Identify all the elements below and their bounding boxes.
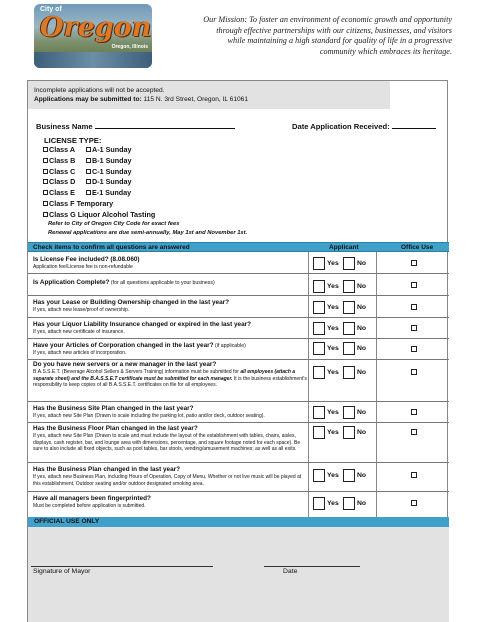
checklist-row	[28, 423, 449, 463]
checkbox[interactable]	[43, 212, 48, 217]
yes-checkbox[interactable]	[313, 301, 325, 314]
business-name-field[interactable]	[36, 122, 235, 131]
question-desc: Application fee/License fee is non-refundable	[33, 264, 133, 270]
logo-word: Oregon	[40, 12, 152, 43]
no-checkbox[interactable]	[343, 301, 355, 314]
yes-label: Yes	[327, 260, 339, 267]
office-use-checkbox[interactable]	[411, 346, 417, 352]
date-received-field[interactable]	[292, 122, 436, 131]
answer-group	[313, 406, 373, 419]
mayor-signature-line[interactable]	[31, 566, 213, 567]
checkbox[interactable]	[43, 169, 48, 174]
yes-label: Yes	[327, 369, 339, 376]
question-desc: B.A.S.S.E.T. (Beverage Alcohol Sellers & Servers Training) information must be submitted for all employees (attach a separate sheet) and the B.A.S.S.E.T certificate must be submitted for each manager. It is the business establishment's responsibility to keep copies of all B.A.S.S.E.T. certificates on file for all employees.	[33, 369, 307, 389]
answer-group	[313, 497, 373, 510]
office-use-checkbox[interactable]	[411, 472, 417, 478]
license-option[interactable]: Class D	[43, 177, 75, 188]
no-checkbox[interactable]	[343, 469, 355, 482]
checkbox[interactable]	[86, 158, 91, 163]
logo-tagline: Oregon, Illinois	[111, 44, 148, 50]
license-option[interactable]: Class G Liquor Alcohol Tasting	[43, 210, 155, 219]
question-title: Have all managers been fingerprinted?	[33, 495, 151, 502]
office-use-checkbox[interactable]	[411, 260, 417, 266]
checklist-row	[28, 296, 449, 318]
license-option[interactable]: B-1 Sunday	[86, 156, 132, 167]
business-name-label: Business Name	[36, 122, 93, 131]
question-title: Has the Business Plan changed in the last year?	[33, 466, 181, 473]
submission-notice	[28, 81, 390, 109]
checklist-row	[28, 253, 449, 274]
date-signature-label: Date	[283, 568, 298, 575]
license-note: Renewal applications are due semi-annually, May 1st and November 1st.	[48, 230, 248, 236]
checklist-row	[28, 339, 449, 360]
checkbox[interactable]	[43, 158, 48, 163]
license-option[interactable]: Class B	[43, 156, 75, 167]
license-option[interactable]: D-1 Sunday	[86, 177, 132, 188]
no-checkbox[interactable]	[343, 280, 355, 293]
checkbox[interactable]	[86, 179, 91, 184]
answer-group	[313, 426, 373, 439]
date-signature-line[interactable]	[264, 566, 360, 567]
header-applicant: Applicant	[329, 244, 359, 251]
no-label: No	[357, 345, 367, 352]
no-checkbox[interactable]	[343, 426, 355, 439]
answer-group	[313, 257, 373, 270]
office-use-checkbox[interactable]	[411, 282, 417, 288]
yes-label: Yes	[327, 304, 339, 311]
checklist-header	[28, 242, 449, 252]
checklist-row	[28, 274, 449, 296]
question-title: Is License Fee included? (8.08.060)	[33, 256, 140, 263]
header-items: Check items to confirm all questions are answered	[33, 244, 190, 251]
checkbox[interactable]	[43, 147, 48, 152]
yes-checkbox[interactable]	[313, 342, 325, 355]
checklist-row	[28, 492, 449, 517]
mission-statement: Our Mission: To foster an environment of economic growth and opportunity through effective partnerships with our citizens, businesses, and visitors while maintaining a high standard for quality of life in a progressive community which embraces its heritage.	[203, 15, 452, 56]
checkbox[interactable]	[86, 169, 91, 174]
checkbox[interactable]	[43, 190, 48, 195]
yes-label: Yes	[327, 283, 339, 290]
checklist-row	[28, 360, 449, 402]
office-use-checkbox[interactable]	[411, 409, 417, 415]
license-note: Refer to City of Oregon City Code for exact fees	[48, 221, 180, 227]
city-logo	[34, 4, 152, 68]
office-use-checkbox[interactable]	[411, 369, 417, 375]
answer-group	[313, 342, 373, 355]
question-title: Has the Business Site Plan changed in the last year?	[33, 405, 194, 412]
no-checkbox[interactable]	[343, 497, 355, 510]
license-option[interactable]: Class C	[43, 167, 75, 178]
no-checkbox[interactable]	[343, 366, 355, 379]
office-use-checkbox[interactable]	[411, 500, 417, 506]
checkbox[interactable]	[43, 201, 48, 206]
license-option[interactable]: Class A	[43, 145, 75, 156]
notice-line-2: Applications may be submitted to: 115 N. 3rd Street, Oregon, IL 61061	[34, 96, 249, 103]
license-sunday-column	[86, 145, 132, 199]
mayor-signature-label: Signature of Mayor	[33, 568, 91, 575]
question-title: Has the Business Floor Plan changed in the last year?	[33, 425, 198, 432]
official-use-title: OFFICIAL USE ONLY	[28, 517, 449, 527]
no-checkbox[interactable]	[343, 342, 355, 355]
license-option[interactable]: E-1 Sunday	[86, 188, 132, 199]
question-title: Do you have new servers or a new manager in the last year?	[33, 361, 217, 368]
yes-checkbox[interactable]	[313, 497, 325, 510]
yes-label: Yes	[327, 409, 339, 416]
notice-line-1: Incomplete applications will not be accepted.	[34, 87, 165, 94]
yes-checkbox[interactable]	[313, 280, 325, 293]
no-checkbox[interactable]	[343, 257, 355, 270]
no-label: No	[357, 304, 367, 311]
yes-checkbox[interactable]	[313, 322, 325, 335]
yes-label: Yes	[327, 345, 339, 352]
license-class-column	[43, 145, 75, 199]
application-form	[27, 80, 448, 622]
answer-group	[313, 366, 373, 379]
license-option[interactable]: C-1 Sunday	[86, 167, 132, 178]
checklist-row	[28, 318, 449, 339]
date-received-label: Date Application Received:	[292, 122, 390, 131]
no-label: No	[357, 429, 367, 436]
license-option[interactable]: Class F Temporary	[43, 199, 113, 208]
yes-label: Yes	[327, 472, 339, 479]
yes-checkbox[interactable]	[313, 257, 325, 270]
question-desc: If yes, attach new Site Plan (Drawn to scale including the parking lot, patio and/or deck, outdoor seating).	[33, 413, 265, 419]
office-use-checkbox[interactable]	[411, 325, 417, 331]
question-title: Have your Articles of Corporation changed in the last year? (if applicable)	[33, 342, 246, 349]
answer-group	[313, 469, 373, 482]
yes-label: Yes	[327, 325, 339, 332]
yes-checkbox[interactable]	[313, 366, 325, 379]
checkbox[interactable]	[86, 147, 91, 152]
yes-label: Yes	[327, 429, 339, 436]
business-name-line[interactable]	[95, 122, 235, 129]
license-option[interactable]: A-1 Sunday	[86, 145, 132, 156]
answer-group	[313, 322, 373, 335]
yes-checkbox[interactable]	[313, 406, 325, 419]
license-option[interactable]: Class E	[43, 188, 75, 199]
no-label: No	[357, 283, 367, 290]
question-desc: If yes, attach new Site Plan (Drawn to scale and must include the layout of the establishment with tables, chairs, aisles, displays, cash register, bar, and lounge area with dimensions, percentage, and square footage noted for each space). Be sure to also include all fixed objects, such as pool tables, bar stools, vending/amusement machines; as well as all exits.	[33, 433, 301, 453]
question-title: Has your Lease or Building Ownership changed in the last year?	[33, 299, 230, 306]
date-received-line[interactable]	[392, 122, 436, 129]
checkbox[interactable]	[86, 190, 91, 195]
answer-group	[313, 280, 373, 293]
header-office: Office Use	[401, 244, 434, 251]
checkbox[interactable]	[43, 179, 48, 184]
office-use-checkbox[interactable]	[411, 304, 417, 310]
official-use-section	[28, 517, 449, 622]
yes-checkbox[interactable]	[313, 426, 325, 439]
question-desc: If yes, attach new Business Plan, including Hours of Operation, Copy of Menu, Whether or not live music will be played at this establishment, Outdoor seating and/or outdoor designated smoking area.	[33, 474, 302, 487]
question-desc: If yes, attach new articles of incorporation.	[33, 350, 127, 356]
no-label: No	[357, 500, 367, 507]
question-desc: If yes, attach new certificate of insurance.	[33, 329, 125, 335]
question-desc: Must be completed before application is submitted.	[33, 503, 146, 509]
no-label: No	[357, 260, 367, 267]
checklist-row	[28, 463, 449, 492]
no-checkbox[interactable]	[343, 406, 355, 419]
question-desc: If yes, attach new lease/proof of ownership.	[33, 307, 130, 313]
no-label: No	[357, 472, 367, 479]
logo-city-text: City of	[40, 6, 62, 13]
question-title: Is Application Complete? (for all questions applicable to your business)	[33, 279, 215, 286]
no-label: No	[357, 325, 367, 332]
answer-group	[313, 301, 373, 314]
no-label: No	[357, 409, 367, 416]
checklist-row	[28, 402, 449, 423]
office-use-checkbox[interactable]	[411, 429, 417, 435]
logo-river-graphic	[34, 52, 152, 68]
yes-label: Yes	[327, 500, 339, 507]
license-type-title: LICENSE TYPE:	[44, 136, 102, 145]
question-title: Has your Liquor Liability Insurance changed or expired in the last year?	[33, 321, 252, 328]
yes-checkbox[interactable]	[313, 469, 325, 482]
no-checkbox[interactable]	[343, 322, 355, 335]
no-label: No	[357, 369, 367, 376]
